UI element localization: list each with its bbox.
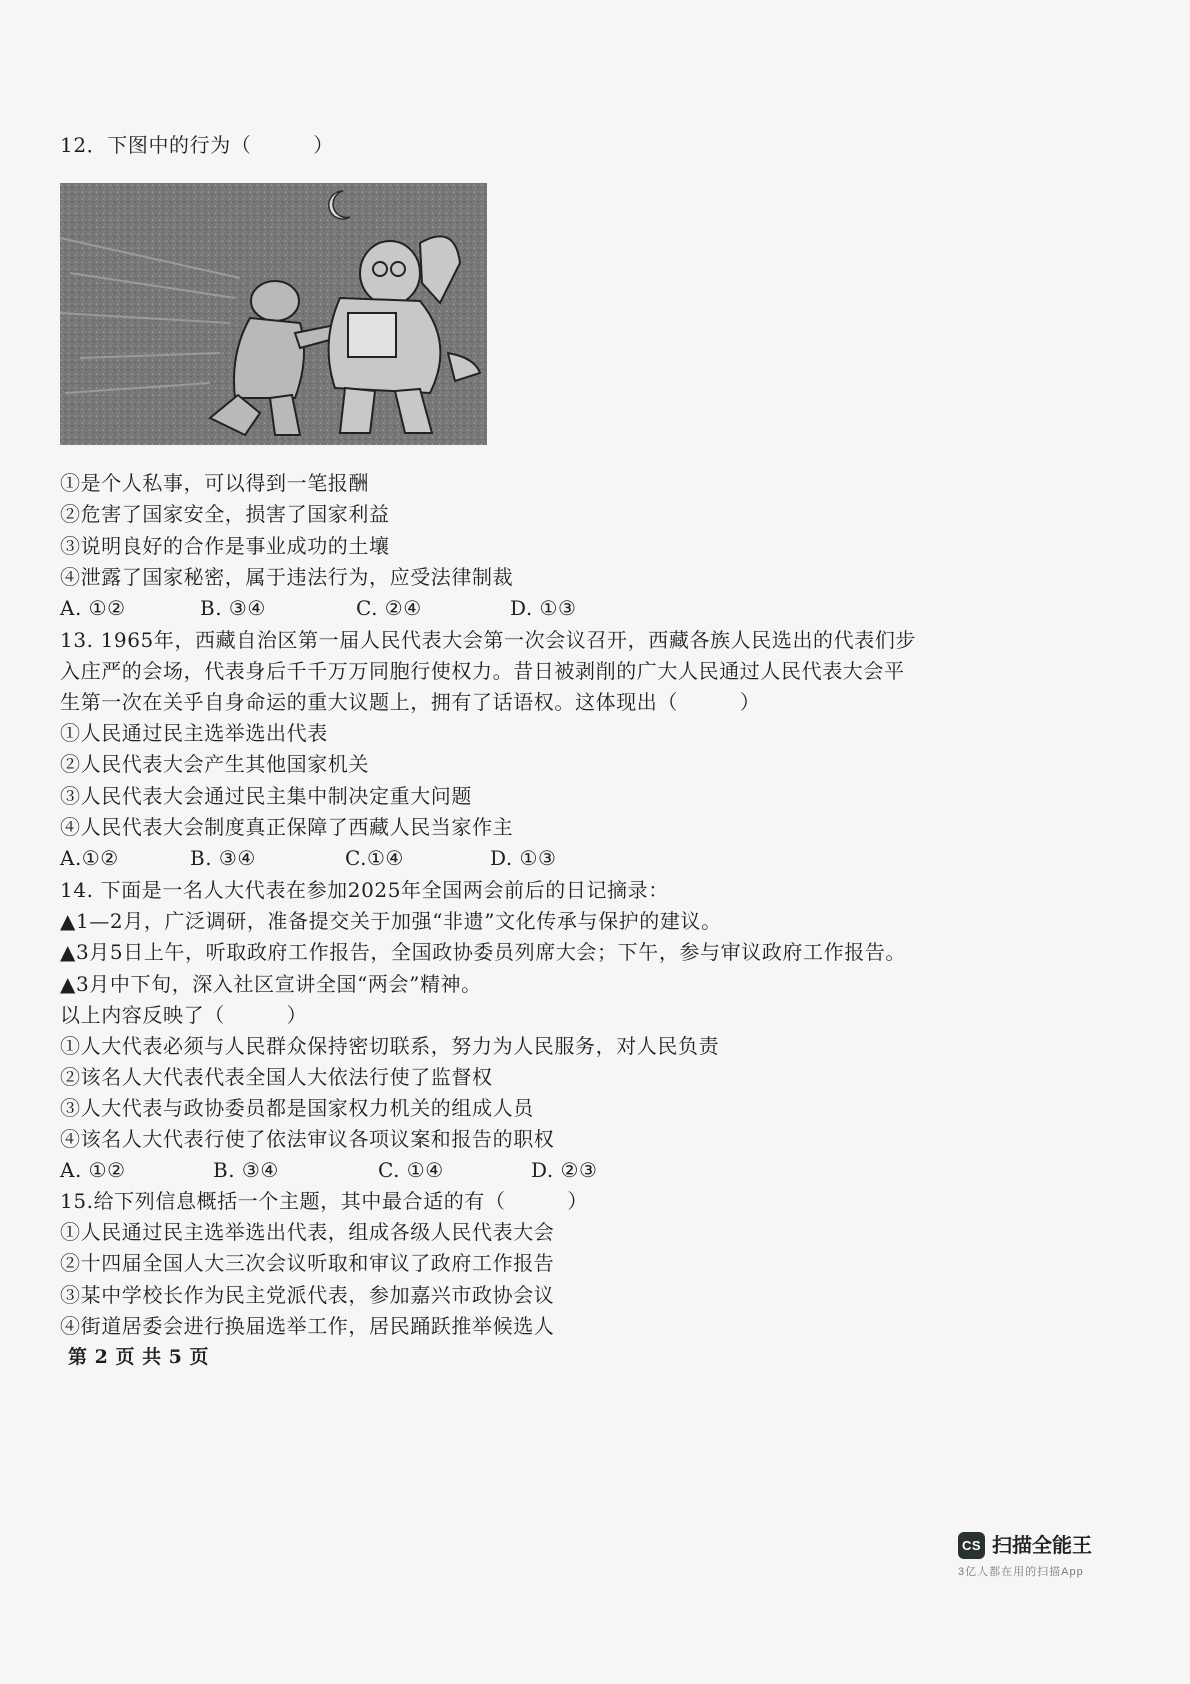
q12-statement-4: ④泄露了国家秘密，属于违法行为，应受法律制裁 <box>60 565 514 589</box>
q14-choice-a: A. ①② <box>60 1158 126 1182</box>
q12-statement-1: ①是个人私事，可以得到一笔报酬 <box>60 471 369 495</box>
q13-choice-c: C.①④ <box>345 846 404 870</box>
page-number: 第 2 页 共 5 页 <box>68 1346 210 1368</box>
watermark-tagline: 3亿人都在用的扫描App <box>958 1566 1084 1578</box>
cartoon-image <box>60 183 487 445</box>
q13-statement-4: ④人民代表大会制度真正保障了西藏人民当家作主 <box>60 815 514 839</box>
q14-statement-2: ②该名人大代表代表全国人大依法行使了监督权 <box>60 1065 493 1089</box>
q15-statement-4: ④街道居委会进行换届选举工作，居民踊跃推举候选人 <box>60 1314 555 1338</box>
q15-statement-1: ①人民通过民主选举选出代表，组成各级人民代表大会 <box>60 1220 555 1244</box>
camscanner-logo-icon: CS <box>958 1532 985 1559</box>
cartoon-illustration <box>60 183 487 445</box>
q14-prompt: 以上内容反映了（ ） <box>60 1003 308 1027</box>
q15-stem: 15.给下列信息概括一个主题，其中最合适的有（ ） <box>60 1189 589 1213</box>
q13-statement-3: ③人民代表大会通过民主集中制决定重大问题 <box>60 784 472 808</box>
watermark-brand: 扫描全能王 <box>992 1535 1092 1557</box>
q13-statement-1: ①人民通过民主选举选出代表 <box>60 721 328 745</box>
q14-statement-4: ④该名人大代表行使了依法审议各项议案和报告的职权 <box>60 1127 555 1151</box>
q14-stem: 14. 下面是一名人大代表在参加2025年全国两会前后的日记摘录： <box>60 878 669 902</box>
q13-choice-d: D. ①③ <box>490 846 557 870</box>
q13-stem-line-3: 生第一次在关乎自身命运的重大议题上，拥有了话语权。这体现出（ ） <box>60 690 761 714</box>
q12-statement-2: ②危害了国家安全，损害了国家利益 <box>60 502 390 526</box>
q14-choice-b: B. ③④ <box>213 1158 279 1182</box>
q14-diary-entry-2: ▲3月5日上午，听取政府工作报告，全国政协委员列席大会；下午，参与审议政府工作报告。 <box>60 940 907 964</box>
q13-choice-a: A.①② <box>60 846 119 870</box>
q12-choice-a: A. ①② <box>60 596 126 620</box>
q13-stem-line-1: 13. 1965年，西藏自治区第一届人民代表大会第一次会议召开，西藏各族人民选出的代表们步 <box>60 628 917 652</box>
q14-diary-entry-3: ▲3月中下旬，深入社区宣讲全国“两会”精神。 <box>60 972 482 996</box>
q15-statement-2: ②十四届全国人大三次会议听取和审议了政府工作报告 <box>60 1251 555 1275</box>
q14-statement-3: ③人大代表与政协委员都是国家权力机关的组成人员 <box>60 1096 534 1120</box>
q12-stem: 12．下图中的行为（ ） <box>60 133 334 157</box>
q14-statement-1: ①人大代表必须与人民群众保持密切联系，努力为人民服务，对人民负责 <box>60 1034 720 1058</box>
q13-stem-line-2: 入庄严的会场，代表身后千千万万同胞行使权力。昔日被剥削的广大人民通过人民代表大会平 <box>60 659 905 683</box>
q12-choice-c: C. ②④ <box>356 596 422 620</box>
q12-choice-b: B. ③④ <box>200 596 266 620</box>
q15-statement-3: ③某中学校长作为民主党派代表，参加嘉兴市政协会议 <box>60 1283 555 1307</box>
q14-diary-entry-1: ▲1—2月，广泛调研，准备提交关于加强“非遗”文化传承与保护的建议。 <box>60 909 722 933</box>
q13-choice-b: B. ③④ <box>190 846 256 870</box>
q12-choice-d: D. ①③ <box>510 596 577 620</box>
q14-choice-c: C. ①④ <box>378 1158 444 1182</box>
q12-statement-3: ③说明良好的合作是事业成功的土壤 <box>60 534 390 558</box>
q14-choice-d: D. ②③ <box>531 1158 598 1182</box>
q13-statement-2: ②人民代表大会产生其他国家机关 <box>60 752 369 776</box>
